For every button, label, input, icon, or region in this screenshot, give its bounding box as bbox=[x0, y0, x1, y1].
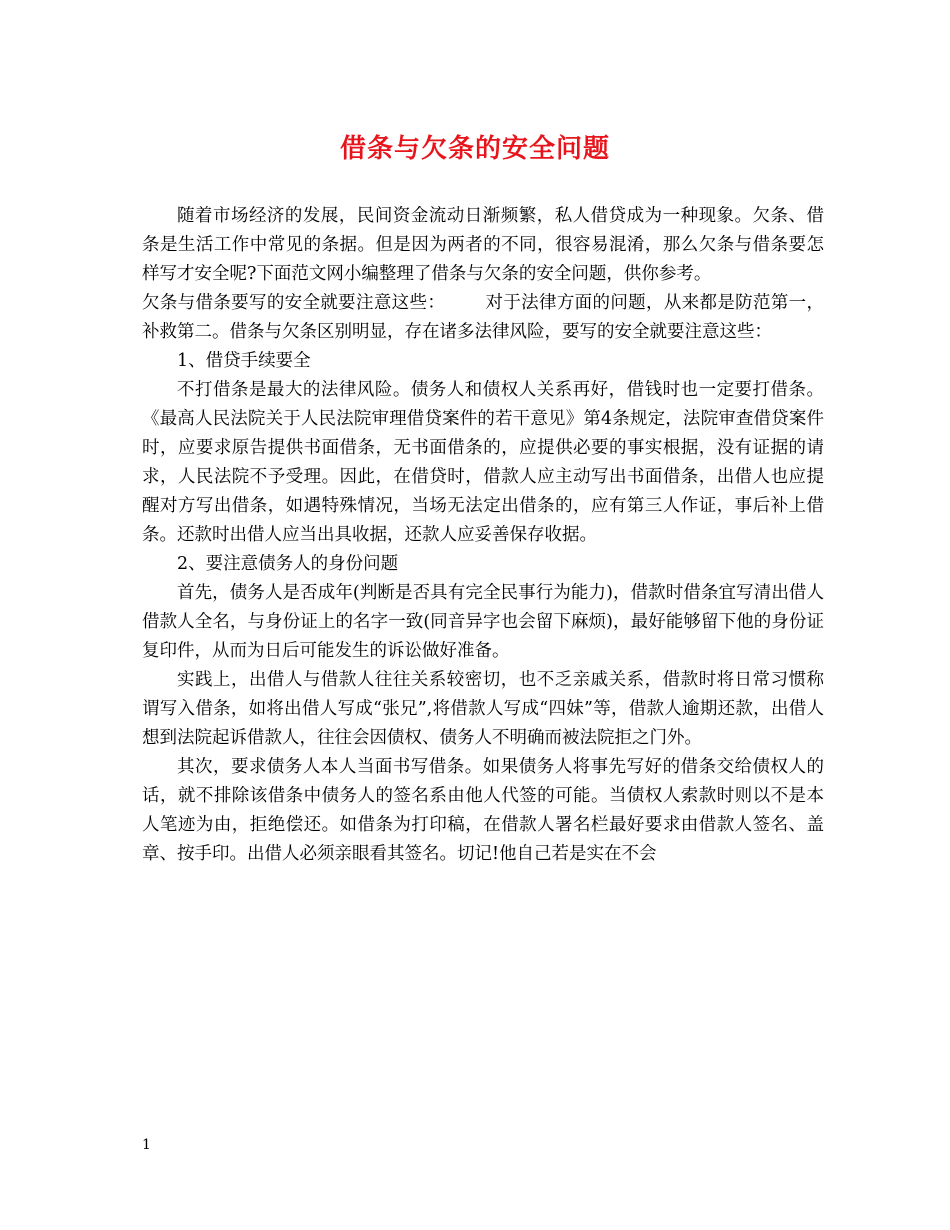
paragraph-intro: 随着市场经济的发展，民间资金流动日渐频繁，私人借贷成为一种现象。欠条、借条是生活工作中常见的条据。但是因为两者的不同，很容易混淆，那么欠条与借条要怎样写才安全呢?下面范文网小编整理了借条与欠条的安全问题，供你参考。 bbox=[142, 206, 824, 284]
paragraph-identity: 首先，债务人是否成年(判断是否具有完全民事行为能力)，借款时借条宜写清出借人借款人全名，与身份证上的名字一致(同音异字也会留下麻烦)，最好能够留下他的身份证复印件，从而为日后可能发生的诉讼做好准备。 bbox=[142, 583, 824, 661]
paragraph-notes-lead: 欠条与借条要写的安全就要注意这些： bbox=[142, 293, 446, 313]
page-number: 1 bbox=[142, 1137, 151, 1153]
page-title: 借条与欠条的安全问题 bbox=[339, 134, 610, 164]
section-heading-2: 2、要注意债务人的身份问题 bbox=[177, 554, 399, 574]
paragraph-notes bbox=[142, 289, 824, 347]
document-body bbox=[142, 202, 824, 869]
paragraph-section-1: 不打借条是最大的法律风险。债务人和债权人关系再好，借钱时也一定要打借条。《最高人民法院关于人民法院审理借贷案件的若干意见》第4条规定，法院审查借贷案件时，应要求原告提供书面借条，无书面借条的，应提供必要的事实根据，没有证据的请求，人民法院不予受理。因此，在借贷时，借款人应主动写出书面借条，出借人也应提醒对方写出借条，如遇特殊情况，当场无法定出借条的，应有第三人作证，事后补上借条。还款时出借人应当出具收据，还款人应妥善保存收据。 bbox=[142, 380, 824, 545]
paragraph-handwriting: 其次，要求债务人本人当面书写借条。如果债务人将事先写好的借条交给债权人的话，就不排除该借条中债务人的签名系由他人代签的可能。当债权人索款时则以不是本人笔迹为由，拒绝偿还。如借条为打印稿，在借款人署名栏最好要求由借款人签名、盖章、按手印。出借人必须亲眼看其签名。切记!他自己若是实在不会 bbox=[142, 757, 824, 864]
section-heading-1: 1、借贷手续要全 bbox=[177, 351, 311, 371]
paragraph-notes-body: 对于法律方面的问题，从来都是防范第一，补救第二。借条与欠条区别明显，存在诸多法律风险，要写的安全就要注意这些： bbox=[142, 293, 825, 342]
paragraph-practice: 实践上，出借人与借款人往往关系较密切，也不乏亲戚关系，借款时将日常习惯称谓写入借条，如将出借人写成“张兄”,将借款人写成“四妹”等，借款人逾期还款，出借人想到法院起诉借款人，往往会因债权、债务人不明确而被法院拒之门外。 bbox=[142, 670, 824, 748]
